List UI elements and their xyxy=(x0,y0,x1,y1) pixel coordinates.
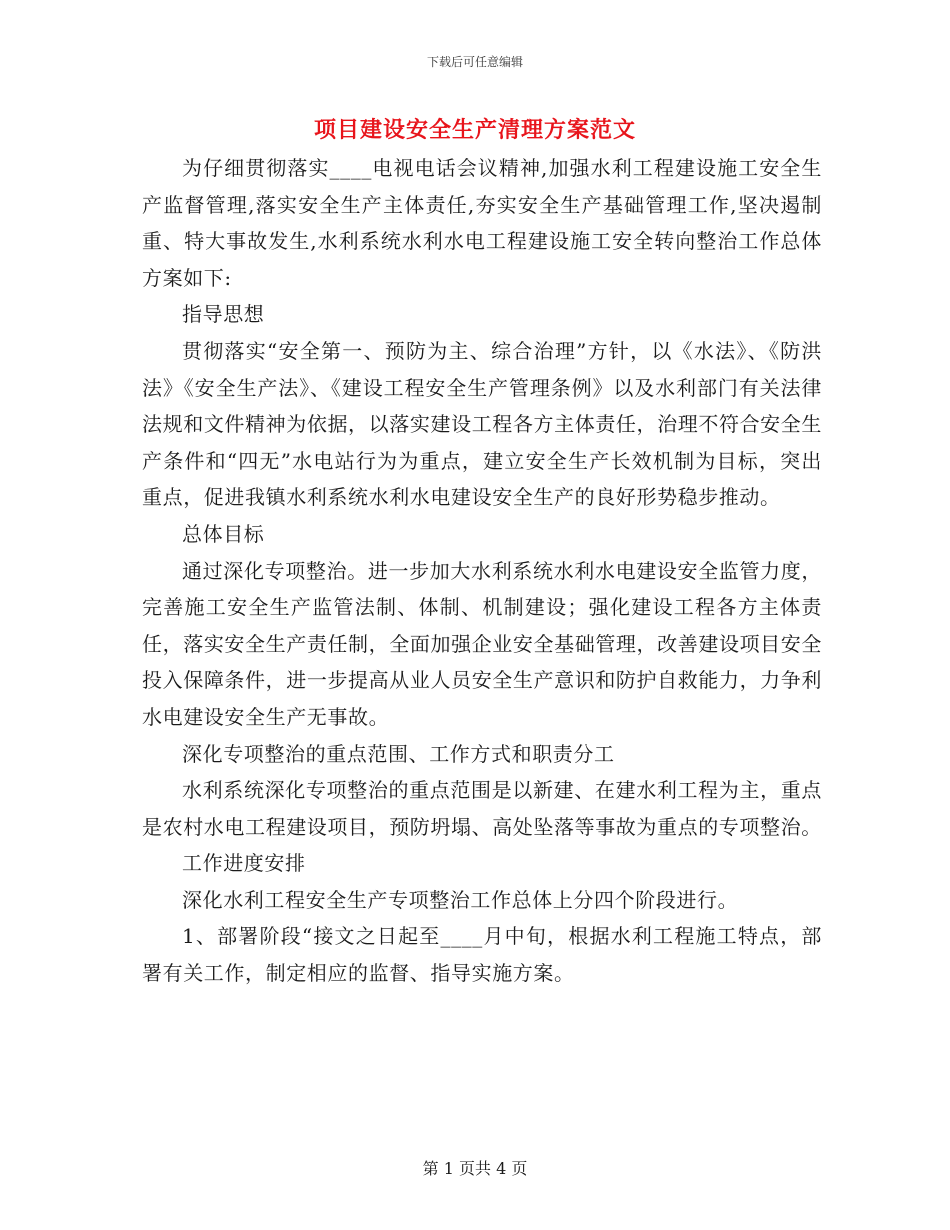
document-title: 项目建设安全生产清理方案范文 xyxy=(313,117,636,143)
section-heading-scope: 深化专项整治的重点范围、工作方式和职责分工 xyxy=(182,741,615,766)
paragraph-intro: 为仔细贯彻落实____电视电话会议精神,加强水利工程建设施工安全生产监督管理,落实安全生产主体责任,夯实安全生产基础管理工作,坚决遏制重、特大事故发生,水利系统水利水电工程建设施工安全转向整治工作总体方案如下: xyxy=(142,156,822,290)
page-footer: 第 1 页共 4 页 xyxy=(422,1159,528,1178)
paragraph-phase-1: 1、部署阶段“接文之日起至____月中旬，根据水利工程施工特点，部署有关工作，制定相应的监督、指导实施方案。 xyxy=(142,924,822,986)
document-body xyxy=(142,150,822,992)
section-heading-schedule: 工作进度安排 xyxy=(182,851,306,876)
section-heading-overall-goal: 总体目标 xyxy=(182,521,265,546)
paragraph-guiding-thought: 贯彻落实“安全第一、预防为主、综合治理”方针，以《水法》、《防洪法》《安全生产法》、《建设工程安全生产管理条例》以及水利部门有关法律法规和文件精神为依据，以落实建设工程各方主体责任，治理不符合安全生产条件和“四无”水电站行为为重点，建立安全生产长效机制为目标，突出重点，促进我镇水利系统水利水电建设安全生产的良好形势稳步推动。 xyxy=(142,338,822,510)
header-note: 下载后可任意编辑 xyxy=(426,55,523,69)
paragraph-schedule: 深化水利工程安全生产专项整治工作总体上分四个阶段进行。 xyxy=(182,887,739,912)
section-heading-guiding-thought: 指导思想 xyxy=(182,302,265,327)
paragraph-scope: 水利系统深化专项整治的重点范围是以新建、在建水利工程为主，重点是农村水电工程建设项目，预防坍塌、高处坠落等事故为重点的专项整治。 xyxy=(142,778,822,839)
paragraph-overall-goal: 通过深化专项整治。进一步加大水利系统水利水电建设安全监管力度，完善施工安全生产监管法制、体制、机制建设；强化建设工程各方主体责任，落实安全生产责任制，全面加强企业安全基础管理，改善建设项目安全投入保障条件，进一步提高从业人员安全生产意识和防护自救能力，力争利水电建设安全生产无事故。 xyxy=(142,558,822,729)
